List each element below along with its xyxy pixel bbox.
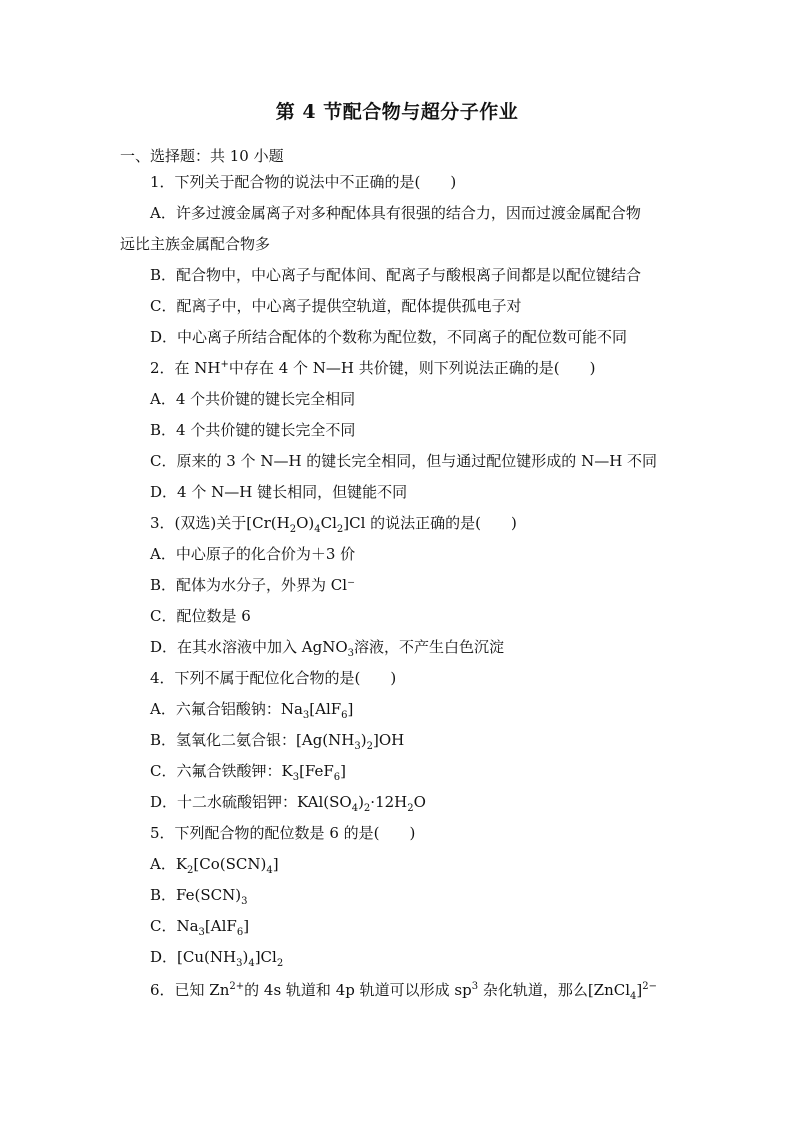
question-2-option-c: C．原来的 3 个 N—H 的键长完全相同，但与通过配位键形成的 N—H 不同	[150, 452, 658, 470]
question-3-option-c: C．配位数是 6	[150, 607, 251, 625]
question-1-stem: 1．下列关于配合物的说法中不正确的是( )	[150, 173, 457, 191]
question-4-option-d: D．十二水硫酸铝钾：$KAl(SO_4)_2\cdot 12H_2O$	[150, 793, 426, 814]
question-5-option-b: B．$Fe(SCN)_3$	[150, 886, 248, 907]
question-2-stem: 2．在 NH+中存在 4 个 N—H 共价键，则下列说法正确的是( )	[150, 359, 596, 377]
question-4-option-b: B．氢氧化二氨合银：$[Ag(NH_3)_2]OH$	[150, 731, 405, 752]
question-1-option-d: D．中心离子所结合配体的个数称为配位数，不同离子的配位数可能不同	[150, 328, 628, 346]
question-2-option-d: D．4 个 N—H 键长相同，但键能不同	[150, 483, 408, 501]
question-1-option-b: B．配合物中，中心离子与配体间、配离子与酸根离子间都是以配位键结合	[150, 266, 642, 284]
section-heading: 一、选择题：共 10 小题	[120, 147, 284, 165]
question-5-stem: 5．下列配合物的配位数是 6 的是( )	[150, 824, 416, 842]
question-3-option-d: D．在其水溶液中加入 AgNO$_3$溶液，不产生白色沉淀	[150, 638, 505, 659]
question-1-option-a-cont: 远比主族金属配合物多	[120, 235, 271, 253]
question-4-option-a: A．六氟合铝酸钠：$Na_3[AlF_6]$	[150, 700, 354, 721]
question-6-stem: 6．已知 $Zn^{2+}$的 4s 轨道和 4p 轨道可以形成 $sp^3$ 杂化轨道，那么[ZnCl$_4$]$^{2-}$	[150, 981, 658, 1002]
question-5-option-a: A．$K_2[Co(SCN)_4]$	[150, 855, 279, 876]
question-2-option-b: B．4 个共价键的键长完全不同	[150, 421, 356, 439]
question-2-option-a: A．4 个共价键的键长完全相同	[150, 390, 356, 408]
question-3-option-b: B．配体为水分子，外界为 Cl⁻	[150, 576, 355, 594]
question-5-option-c: C．$Na_3[AlF_6]$	[150, 917, 250, 938]
question-3-option-a: A．中心原子的化合价为＋3 价	[150, 545, 356, 563]
question-1-option-c: C．配离子中，中心离子提供空轨道，配体提供孤电子对	[150, 297, 522, 315]
question-4-stem: 4．下列不属于配位化合物的是( )	[150, 669, 397, 687]
question-3-stem: 3．(双选)关于$[Cr(H_2O)_4Cl_2]Cl$ 的说法正确的是( )	[150, 514, 517, 535]
question-5-option-d: D．$[Cu(NH_3)_4]Cl_2$	[150, 948, 284, 969]
question-4-option-c: C．六氟合铁酸钾：$K_3[FeF_6]$	[150, 762, 347, 783]
page-title: 第 4 节配合物与超分子作业	[275, 101, 519, 123]
question-1-option-a: A．许多过渡金属离子对多种配体具有很强的结合力，因而过渡金属配合物	[150, 204, 641, 222]
